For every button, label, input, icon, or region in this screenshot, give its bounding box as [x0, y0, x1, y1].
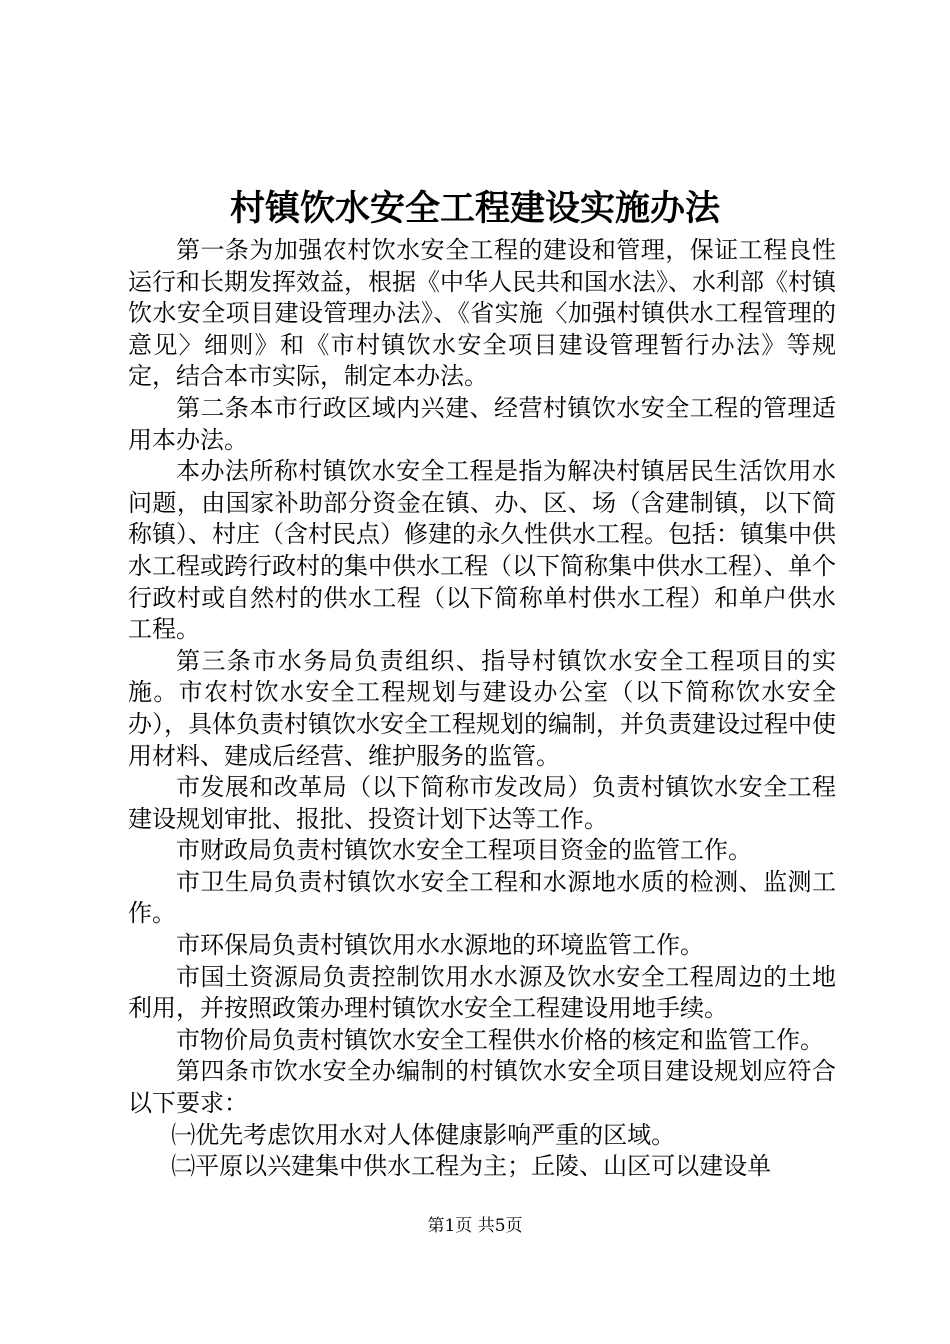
paragraph-environment-bureau: 市环保局负责村镇饮用水水源地的环境监管工作。 — [176, 931, 704, 960]
paragraph-price-bureau: 市物价局负责村镇饮水安全工程供水价格的核定和监管工作。 — [176, 1025, 824, 1054]
page-number-footer: 第1页 共5页 — [427, 1216, 523, 1236]
paragraph-article-1: 第一条为加强农村饮水安全工程的建设和管理，保证工程良性运行和长期发挥效益，根据《中华人民共和国水法》、水利部《村镇饮水安全项目建设管理办法》、《省实施〈加强村镇供水工程管理的意见〉细则》和《市村镇饮水安全项目建设管理暂行办法》等规定，结合本市实际，制定本办法。 — [128, 236, 836, 391]
document-body — [128, 235, 836, 1183]
paragraph-finance-bureau: 市财政局负责村镇饮水安全工程项目资金的监管工作。 — [176, 836, 752, 865]
list-item-2: ㈡平原以兴建集中供水工程为主；丘陵、山区可以建设单 — [171, 1152, 772, 1181]
paragraph-article-3: 第三条市水务局负责组织、指导村镇饮水安全工程项目的实施。市农村饮水安全工程规划与建设办公室（以下简称饮水安全办），具体负责村镇饮水安全工程规划的编制，并负责建设过程中使用材料、建成后经营、维护服务的监管。 — [128, 646, 836, 770]
document-title: 村镇饮水安全工程建设实施办法 — [229, 188, 720, 229]
paragraph-health-bureau: 市卫生局负责村镇饮水安全工程和水源地水质的检测、监测工作。 — [128, 867, 836, 928]
paragraph-development-bureau: 市发展和改革局（以下简称市发改局）负责村镇饮水安全工程建设规划审批、报批、投资计划下达等工作。 — [128, 773, 836, 833]
paragraph-article-2: 第二条本市行政区域内兴建、经营村镇饮水安全工程的管理适用本办法。 — [128, 393, 836, 454]
paragraph-article-4: 第四条市饮水安全办编制的村镇饮水安全项目建设规划应符合以下要求： — [128, 1057, 836, 1118]
paragraph-land-bureau: 市国土资源局负责控制饮用水水源及饮水安全工程周边的土地利用，并按照政策办理村镇饮水安全工程建设用地手续。 — [128, 962, 836, 1023]
paragraph-definition: 本办法所称村镇饮水安全工程是指为解决村镇居民生活饮用水问题，由国家补助部分资金在镇、办、区、场（含建制镇，以下简称镇）、村庄（含村民点）修建的永久性供水工程。包括：镇集中供水工程或跨行政村的集中供水工程（以下简称集中供水工程）、单个行政村或自然村的供水工程（以下简称单村供水工程）和单户供水工程。 — [128, 457, 836, 644]
list-item-1: ㈠优先考虑饮用水对人体健康影响严重的区域。 — [171, 1120, 676, 1149]
